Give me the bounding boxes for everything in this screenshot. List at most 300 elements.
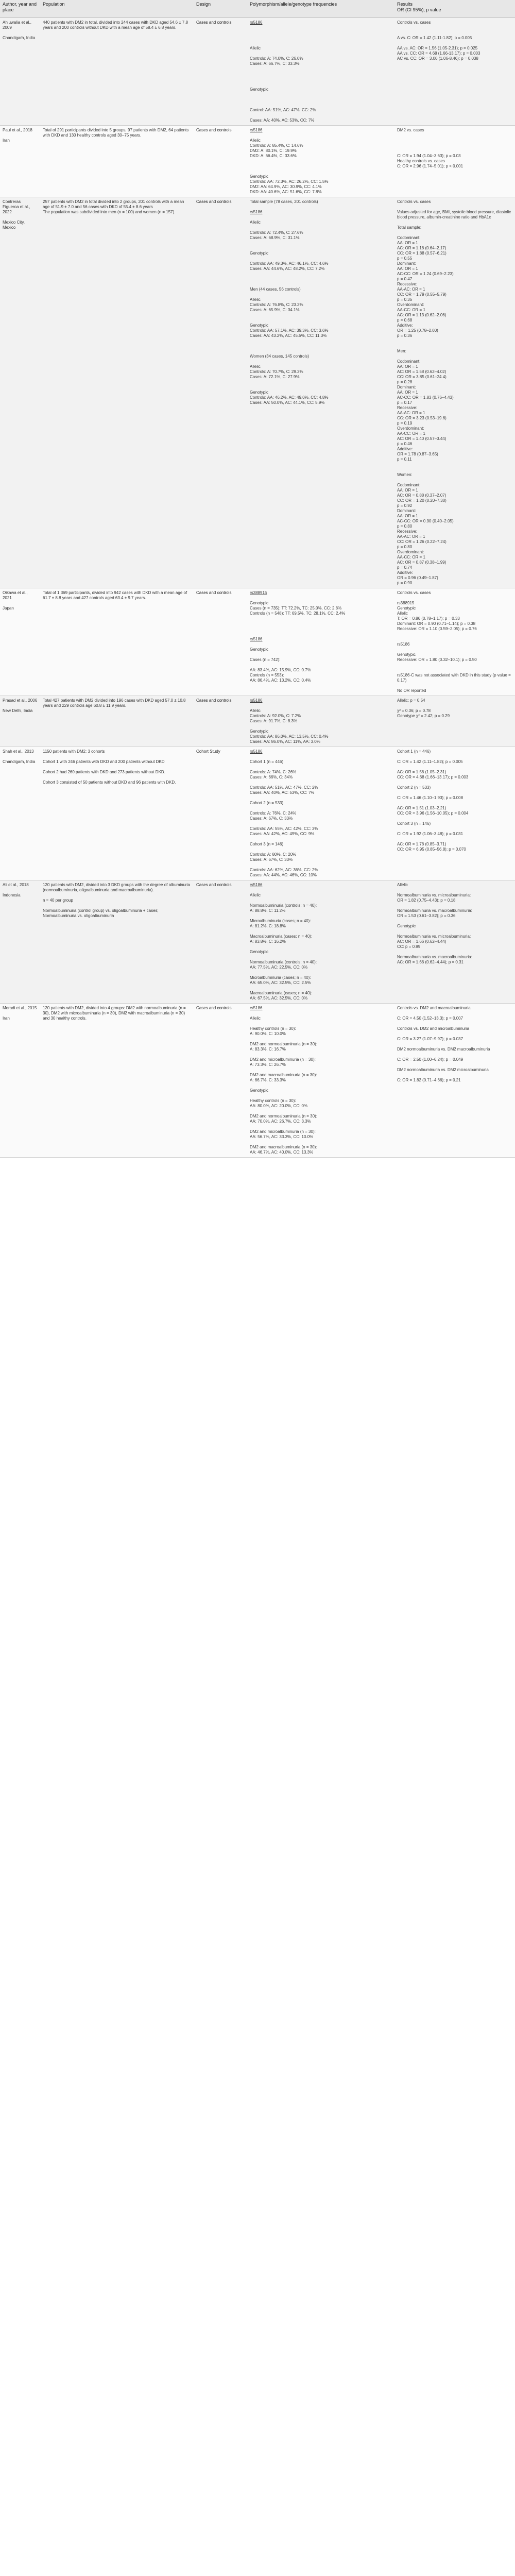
cell-line: AA: OR = 1 <box>397 390 418 395</box>
cell-line: Recessive: <box>397 529 418 534</box>
cell-line: Recessive: OR = 1.80 (0.32–10.1); p = 0.50 <box>397 657 477 662</box>
header-polymorphism: Polymorphism/allele/genotype frequencies <box>247 0 394 18</box>
cell-line <box>397 647 512 652</box>
cell-line: Cohort 3 (n = 146) <box>250 842 284 846</box>
cell-line: AA: 86.4%, AC: 13.2%, CC: 0.4% <box>250 678 311 683</box>
cell-line: Codominant: <box>397 359 421 364</box>
cell-line: p = 0.28 <box>397 380 413 384</box>
cell-line: Controls (n = 548): TT: 69.5%, TC: 28.1%, CC: 2.4% <box>250 611 346 616</box>
cell-line: Genotypic <box>250 251 269 256</box>
cell-results-lines <box>397 883 512 965</box>
cell-line <box>397 30 512 36</box>
cell-line <box>397 780 512 785</box>
cell-line: 440 patients with DM2 in total, divided into 244 cases with DKD aged 54.6 ± 7.8 years and 200 controls without DKD with a mean age of 58.4 ± 6.8 years. <box>43 20 188 30</box>
cell-line: C: OR = 1.94 (1.04–3.63); p = 0.03 <box>397 154 461 158</box>
cell-line <box>397 929 512 934</box>
cell-line: p = 0.46 <box>397 442 413 446</box>
cell-line: Cases: AA: 86.0%, AC: 11%, AA: 3.0% <box>250 739 320 744</box>
cell-line: Controls: A: 74%, C: 26% <box>250 770 297 774</box>
cell-polymorphism-lines <box>250 590 392 683</box>
cell-line: AC: OR = 1.13 (0.62–2.06) <box>397 313 447 317</box>
cell-line: Additive: <box>397 447 413 451</box>
header-results-title: Results <box>397 2 413 7</box>
cell-line: DKD: AA: 40.6%, AC: 51.6%, CC: 7.8% <box>250 190 322 194</box>
cell-line: Iran <box>3 1016 10 1021</box>
cell-line <box>397 668 512 673</box>
cell-line: rs5186 <box>250 637 263 641</box>
header-author: Author, year and place <box>0 0 40 18</box>
cell-line: AC: OR = 1.40 (0.57–3.44) <box>397 436 447 441</box>
cell-line: rs5186 <box>397 642 410 647</box>
cell-line: Total sample: <box>397 225 422 230</box>
cell-line: Genotypic <box>397 924 416 928</box>
cell-line: C: OR = 2.96 (1.74–5.01); p < 0.001 <box>397 164 464 168</box>
cell-line: AA vs. CC: OR = 4.68 (1.66-13.17); p = 0.003 <box>397 51 480 56</box>
table-row <box>0 1004 515 1158</box>
cell-design-lines <box>196 1006 245 1011</box>
cell-results <box>394 747 515 880</box>
cell-line: DKD: A: 66.4%, C: 33.6% <box>250 154 297 158</box>
cell-line: Japan <box>3 606 14 611</box>
cell-line <box>250 642 392 647</box>
cell-line: Shah et al., 2013 <box>3 749 34 754</box>
cell-line: Cases: A: 91.7%, C: 8.3% <box>250 719 298 723</box>
cell-line: rs388915 <box>250 590 267 595</box>
cell-line <box>250 25 392 30</box>
cell-author-lines <box>3 1006 38 1021</box>
cell-line: Controls: A: 76.8%, C: 23.2% <box>250 302 303 307</box>
cell-line: T: OR = 0.86 (0.78–1.17); p = 0.33 <box>397 616 460 621</box>
cell-line: DM2 and macroalbuminuria (n = 30): <box>250 1073 317 1077</box>
cell-line: Allelic <box>250 1016 261 1021</box>
cell-line: Dominant: <box>397 261 416 266</box>
cell-line <box>397 1031 512 1037</box>
cell-results-lines <box>397 128 512 169</box>
cell-line <box>250 703 392 708</box>
cell-author <box>0 126 40 197</box>
cell-line: Control: AA: 51%, AC: 47%, CC: 2% <box>250 108 316 112</box>
cell-line <box>397 801 512 806</box>
cell-line <box>397 354 512 359</box>
cell-line: Genotypic <box>250 1088 269 1093</box>
cell-polymorphism-lines <box>250 128 392 195</box>
cell-line <box>250 282 392 287</box>
cell-line <box>250 164 392 169</box>
cell-author-lines <box>3 749 38 765</box>
cell-line: C: OR = 1.82 (0.71–4.66); p = 0.21 <box>397 1078 461 1082</box>
cell-line: Cohort 2 (n = 533) <box>397 785 431 790</box>
cell-line: Controls vs. cases <box>397 199 431 204</box>
cell-author-lines <box>3 128 38 143</box>
cell-line: Indonesia <box>3 893 21 897</box>
cell-line: C: OR = 1.42 (1.11–1.82); p = 0.005 <box>397 759 463 764</box>
cell-line: Controls: AA: 49.3%, AC: 46.1%, CC: 4.6% <box>250 261 329 266</box>
cell-line <box>397 148 512 154</box>
cell-line: C: OR = 1.46 (1.10–1.93); p = 0.008 <box>397 795 464 800</box>
cell-line: Overdominant: <box>397 550 424 554</box>
cell-polymorphism <box>247 1004 394 1158</box>
cell-line: Cases: A: 72.1%, C: 27.9% <box>250 375 300 379</box>
table-row <box>0 18 515 126</box>
cell-line: Mexico City, Mexico <box>3 220 25 230</box>
cell-author-lines <box>3 20 38 41</box>
cell-line: Chandigarh, India <box>3 759 36 764</box>
cell-line <box>250 97 392 103</box>
cell-line: p = 0.47 <box>397 277 413 281</box>
cell-results <box>394 588 515 696</box>
cell-line: Cases: AA: 43.2%, AC: 45.5%, CC: 11.3% <box>250 333 327 338</box>
cell-line <box>3 30 38 36</box>
cell-line: No OR reported <box>397 688 426 693</box>
cell-line: DM2 normoalbuminuria vs. DM2 microalbuminuria <box>397 1067 489 1072</box>
cell-line: AA: 67.5%, AC: 32.5%, CC: 0% <box>250 996 308 1001</box>
cell-line: Normoalbuminuria vs. macroalbuminuria: <box>397 908 472 913</box>
cell-line: p = 0.55 <box>397 256 413 261</box>
cell-population-lines <box>43 128 191 138</box>
cell-line: DM2 and macroalbuminuria (n = 30): <box>250 1145 317 1149</box>
cell-line: Allelic: p = 0.54 <box>397 698 425 703</box>
cell-line <box>250 77 392 82</box>
cell-line: Women (34 cases, 145 controls) <box>250 354 310 359</box>
cell-line: Contreras Figueroa et al., 2022 <box>3 199 30 214</box>
cell-line: AC: OR = 1.66 (0.62–4.44); p = 0.31 <box>397 960 464 964</box>
cell-line: Healthy controls vs. cases <box>397 159 445 163</box>
cell-line: Overdominant: <box>397 302 424 307</box>
cell-line: p = 0.92 <box>397 503 413 508</box>
cell-line: Additive: <box>397 570 413 575</box>
cell-population <box>40 880 194 1004</box>
cell-line: Microalbuminuria (cases; n = 40): <box>250 919 311 923</box>
cell-line: OR = 1.25 (0.78–2.00) <box>397 328 438 333</box>
cell-results <box>394 126 515 197</box>
cell-line: Allelic <box>250 46 261 50</box>
table-row <box>0 197 515 588</box>
cell-line: Additive: <box>397 323 413 328</box>
cell-population-lines <box>43 590 191 601</box>
cell-line <box>397 637 512 642</box>
cell-line <box>250 292 392 297</box>
cell-line: Normoalbuminuria (control group) vs. oligoalbuminuria + cases; Normoalbuminuria vs. oligoalbuminuria <box>43 908 159 918</box>
cell-line: Cohort 2 had 260 patients with DKD and 273 patients without DKD. <box>43 770 165 774</box>
cell-line: AA-CC: OR = 1 <box>397 431 425 436</box>
cell-polymorphism <box>247 18 394 126</box>
cell-line <box>250 215 392 220</box>
cell-line: AA: OR = 1 <box>397 266 418 271</box>
cell-line: Total 427 patients with DM2 divided into 196 cases with DKD aged 57.0 ± 10.8 years and 229 controls age 60.8 ± 11.9 years. <box>43 698 186 708</box>
cell-line <box>397 837 512 842</box>
cell-line: Normoalbuminuria vs. macroalbuminuria: <box>397 955 472 959</box>
cell-results-lines <box>397 698 512 719</box>
cell-line: Men (44 cases, 56 controls) <box>250 287 301 292</box>
cell-results <box>394 696 515 747</box>
cell-line <box>43 893 191 898</box>
cell-line: p = 0.68 <box>397 318 413 323</box>
cell-line <box>250 72 392 77</box>
cell-population <box>40 747 194 880</box>
cell-line <box>250 169 392 174</box>
cell-design <box>194 1004 247 1158</box>
cell-line: p = 0.19 <box>397 421 413 426</box>
cell-line: Genotypic <box>397 606 416 611</box>
cell-line: AA vs. AC: OR = 1.56 (1.05-2.31); p = 0.025 <box>397 46 478 50</box>
cell-line: Controls vs. DM2 and microalbuminuria <box>397 1026 470 1031</box>
table-row <box>0 696 515 747</box>
cell-line: Codominant: <box>397 235 421 240</box>
cell-line: A: 83.3%, C: 16.7% <box>250 1047 286 1052</box>
cell-line: AC-CC: OR = 1.24 (0.69–2.23) <box>397 272 454 276</box>
table-body <box>0 18 515 1158</box>
cell-line: Normoalbuminuria vs. microalbuminuria: <box>397 934 471 939</box>
cell-polymorphism <box>247 126 394 197</box>
cell-line <box>250 821 392 826</box>
cell-line: AC: OR = 1.78 (0.85–3.71) <box>397 842 447 846</box>
cell-line: 120 patients with DM2, divided into 3 DKD groups with the degree of albuminuria (normoalbuminuria, oligoalbuminuria and macroalbuminuria). <box>43 883 190 892</box>
cell-line: Cases: A: 68.9%, C: 31.1% <box>250 235 300 240</box>
cell-results-lines <box>397 20 512 61</box>
cell-design <box>194 18 247 126</box>
cell-line: p = 0.80 <box>397 524 413 529</box>
cell-line <box>250 159 392 164</box>
cell-line: Allelic <box>397 883 408 887</box>
cell-line <box>250 385 392 390</box>
cell-line: p = 0.17 <box>397 400 413 405</box>
cell-line <box>43 765 191 770</box>
cell-line <box>397 816 512 821</box>
cell-line <box>397 220 512 225</box>
cell-line <box>250 1052 392 1057</box>
cell-line: Cases: AA: 40%, AC: 53%, CC: 7% <box>250 118 315 123</box>
cell-line <box>397 133 512 138</box>
cell-line: AC: OR = 1.58 (0.62–4.02) <box>397 369 447 374</box>
cell-line <box>250 847 392 852</box>
cell-line <box>397 919 512 924</box>
cell-line: Healthy controls (n = 30): <box>250 1098 296 1103</box>
cell-line: Healthy controls (n = 30): <box>250 1026 296 1031</box>
cell-line: Normoalbuminuria (controls; n = 40): <box>250 960 317 964</box>
cell-line: Genotypic <box>250 390 269 395</box>
cell-design <box>194 696 247 747</box>
cell-line: Macroalbuminuria (cases; n = 40): <box>250 934 313 939</box>
cell-line <box>397 1042 512 1047</box>
cell-line: AC: OR = 0.87 (0.38–1.99) <box>397 560 447 565</box>
cell-line <box>250 1067 392 1073</box>
cell-line: Allelic <box>397 611 408 616</box>
cell-line <box>397 1052 512 1057</box>
cell-results <box>394 1004 515 1158</box>
cell-line: Cohort 1 (n = 446) <box>397 749 431 754</box>
cell-line: OR = 1.82 (0.75–4.43); p = 0.18 <box>397 898 456 903</box>
cell-line: AA-CC: OR = 1 <box>397 308 425 312</box>
cell-line: Controls vs. cases <box>397 590 431 595</box>
cell-line: Genotypic <box>250 729 269 734</box>
cell-line: A: 73.3%, C: 26.7% <box>250 1062 286 1067</box>
cell-line <box>397 790 512 795</box>
cell-line <box>250 616 392 621</box>
cell-design-lines <box>196 20 245 25</box>
cell-line: Cases: AA: 40%, AC: 53%, CC: 7% <box>250 790 315 795</box>
cell-line: p = 0.36 <box>397 333 413 338</box>
cell-line <box>397 462 512 467</box>
cell-line <box>250 30 392 36</box>
cell-design <box>194 747 247 880</box>
cell-author <box>0 197 40 588</box>
cell-line <box>397 765 512 770</box>
cell-line <box>250 318 392 323</box>
cell-line <box>250 888 392 893</box>
cell-line <box>397 1062 512 1067</box>
cell-line: AC vs. CC: OR = 3.00 (1.06-8.46); p = 0.038 <box>397 56 478 61</box>
cell-line: CC: OR = 3.96 (1.56–10.05); p = 0.004 <box>397 811 469 816</box>
cell-line: Controls: A: 70.7%, C: 29.3% <box>250 369 303 374</box>
cell-line <box>250 1140 392 1145</box>
cell-design-lines <box>196 590 245 596</box>
cell-line: AA: 46.7%, AC: 40.0%, CC: 13.3% <box>250 1150 314 1155</box>
cell-line: Cases and controls <box>196 199 232 204</box>
cell-line: AA: OR = 1 <box>397 364 418 369</box>
cell-line: DM2 normoalbuminuria vs. DM2 macroalbuminuria <box>397 1047 490 1052</box>
cell-line: AC: OR = 1.51 (1.03–2.21) <box>397 806 447 810</box>
cell-line: Cases and controls <box>196 590 232 595</box>
cell-line: Cases: AA: 42%, AC: 49%, CC: 9% <box>250 832 315 836</box>
cell-line: DM2 and microalbuminuria (n = 30): <box>250 1057 316 1062</box>
cell-line: CC: OR = 3.85 (0.61–24.4) <box>397 375 447 379</box>
cell-line: Recessive: <box>397 282 418 286</box>
cell-line <box>250 929 392 934</box>
cell-line <box>250 652 392 657</box>
cell-line <box>250 596 392 601</box>
cell-line: A vs. C: OR = 1.42 (1.11-1.82); p = 0.005 <box>397 36 472 40</box>
cell-line <box>397 138 512 143</box>
cell-line: CC: OR = 1.26 (0.22–7.24) <box>397 539 447 544</box>
cell-line: Dominant: OR = 0.90 (0.71–1.14); p = 0.38 <box>397 621 476 626</box>
cell-line: CC: OR = 4.68 (1.66–13.17); p = 0.003 <box>397 775 469 779</box>
cell-line: DM2 and normoalbuminuria (n = 30): <box>250 1114 317 1118</box>
cell-line: Dominant: <box>397 385 416 389</box>
cell-line <box>250 1021 392 1026</box>
cell-line: AA-AC: OR = 1 <box>397 534 425 539</box>
cell-line <box>397 41 512 46</box>
cell-line <box>397 1021 512 1026</box>
cell-line <box>250 632 392 637</box>
header-results <box>394 0 515 18</box>
cell-line: Controls: AA: 51%, AC: 47%, CC: 2% <box>250 785 318 790</box>
cell-line: Recessive: OR = 1.10 (0.59–2.05); p = 0.76 <box>397 626 477 631</box>
cell-line <box>250 1109 392 1114</box>
cell-line: Cases: A: 67%, C: 33% <box>250 816 293 821</box>
cell-line: Cohort 3 (n = 146) <box>397 821 431 826</box>
cell-line: Cases: AA: 44%, AC: 46%, CC: 10% <box>250 873 317 877</box>
cell-line <box>250 754 392 759</box>
cell-results-lines <box>397 749 512 852</box>
cell-line: Allelic <box>250 220 261 225</box>
cell-author-lines <box>3 199 38 230</box>
cell-line <box>250 913 392 919</box>
cell-author-lines <box>3 883 38 898</box>
cell-line <box>397 478 512 483</box>
cell-population-lines <box>43 199 191 215</box>
cell-population <box>40 1004 194 1158</box>
cell-line: p = 0.35 <box>397 297 413 302</box>
cell-polymorphism-lines <box>250 749 392 878</box>
table-header <box>0 0 515 18</box>
cell-line <box>3 601 38 606</box>
cell-line <box>250 344 392 349</box>
cell-line: AA-AC: OR = 1 <box>397 411 425 415</box>
cell-line: rs5186 <box>250 1006 263 1010</box>
cell-line: Normoalbuminuria vs. microalbuminuria: <box>397 893 471 897</box>
cell-line: Controls vs. DM2 and macroalbuminuria <box>397 1006 471 1010</box>
cell-line <box>397 25 512 30</box>
cell-line: Prasad et al., 2006 <box>3 698 38 703</box>
cell-line <box>250 626 392 632</box>
cell-line: Controls: AA: 72.3%, AC: 26.2%, CC: 1.5% <box>250 179 329 184</box>
cell-line: Cases: AA: 50.0%, AC: 44.1%, CC: 5.9% <box>250 400 325 405</box>
cell-author <box>0 747 40 880</box>
cell-line <box>397 888 512 893</box>
cell-line: Cases and controls <box>196 128 232 132</box>
cell-line: Controls: AA: 86.0%, AC: 13.5%, CC: 0.4% <box>250 734 329 739</box>
cell-line <box>43 903 191 908</box>
cell-line: Cases: AA: 44.6%, AC: 48.2%, CC: 7.2% <box>250 266 325 271</box>
cell-line <box>250 1093 392 1098</box>
cell-line <box>250 51 392 56</box>
cell-line: Controls: AA: 57.1%, AC: 39.3%, CC: 3.6% <box>250 328 329 333</box>
cell-line: Macroalbuminuria (cases; n = 40): <box>250 991 313 995</box>
cell-line: AA: 83.4%, AC: 15.9%, CC: 0.7% <box>250 668 311 672</box>
cell-line <box>250 986 392 991</box>
cell-line: rs5186 <box>250 20 263 25</box>
cell-line: CC: p = 0.99 <box>397 944 421 949</box>
cell-line: rs5186 <box>250 883 263 887</box>
cell-line: DM2 vs. cases <box>397 128 424 132</box>
cell-line: CC: OR = 6.95 (0.85–56.8); p = 0.070 <box>397 847 466 852</box>
cell-polymorphism <box>247 588 394 696</box>
cell-line: AA-CC: OR = 1 <box>397 555 425 560</box>
cell-line: OR = 0.96 (0.49–1.87) <box>397 575 438 580</box>
cell-line: OR = 1.53 (0.61–3.82); p = 0.36 <box>397 913 456 918</box>
cell-line <box>250 1124 392 1129</box>
cell-line: p = 0.74 <box>397 565 413 570</box>
cell-line <box>250 338 392 344</box>
cell-line: Controls: AA: 46.2%, AC: 49.0%, CC: 4.8% <box>250 395 329 400</box>
cell-line <box>250 246 392 251</box>
cell-line: AA: 80.0%, AC: 20.0%, CC: 0% <box>250 1104 308 1108</box>
cell-author <box>0 696 40 747</box>
cell-results <box>394 880 515 1004</box>
cell-design-lines <box>196 698 245 703</box>
cell-line: Dominant: <box>397 509 416 513</box>
cell-line <box>397 1011 512 1016</box>
cell-line <box>3 1011 38 1016</box>
cell-design <box>194 880 247 1004</box>
cell-line <box>397 230 512 235</box>
cell-author-lines <box>3 698 38 714</box>
cell-line <box>397 903 512 908</box>
cell-line: Cases and controls <box>196 20 232 25</box>
cell-line: Cases (n = 742): <box>250 657 281 662</box>
cell-population <box>40 588 194 696</box>
cell-line <box>250 795 392 801</box>
cell-line <box>3 703 38 708</box>
cell-line <box>397 344 512 349</box>
cell-line: Allelic <box>250 893 261 897</box>
cell-line: Ali et al., 2018 <box>3 883 29 887</box>
cell-author-lines <box>3 590 38 611</box>
cell-population <box>40 126 194 197</box>
cell-line: Genotypic <box>250 647 269 652</box>
cell-line <box>3 133 38 138</box>
cell-line <box>250 66 392 72</box>
